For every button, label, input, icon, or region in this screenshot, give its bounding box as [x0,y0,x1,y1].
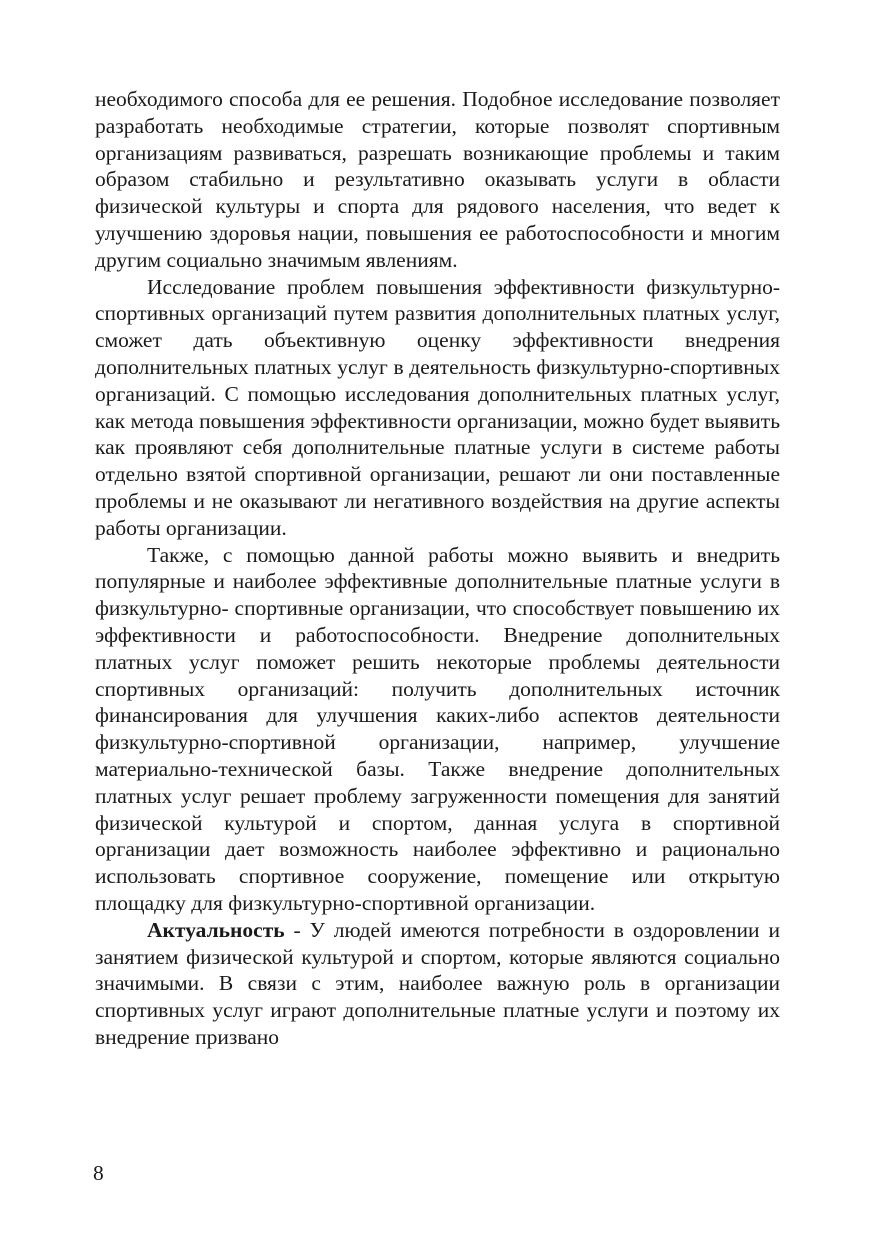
term-actuality: Актуальность [147,917,285,942]
body-text [95,86,780,1051]
page-number: 8 [93,1161,104,1185]
paragraph-2: Исследование проблем повышения эффективности физкультурно-спортивных организаций путем развития дополнительных платных услуг, сможет дать объективную оценку эффективности внедрения дополнительных платных услуг в деятельность физкультурно-спортивных организаций. С помощью исследования дополнительных платных услуг, как метода повышения эффективности организации, можно будет выявить как проявляют себя дополнительные платные услуги в системе работы отдельно взятой спортивной организации, решают ли они поставленные проблемы и не оказывают ли негативного воздействия на другие аспекты работы организации. [95,274,780,540]
paragraph-1: необходимого способа для ее решения. Подобное исследование позволяет разработать необходимые стратегии, которые позволят спортивным организациям развиваться, разрешать возникающие проблемы и таким образом стабильно и результативно оказывать услуги в области физической культуры и спорта для рядового населения, что ведет к улучшению здоровья нации, повышения ее работоспособности и многим другим социально значимым явлениям. [95,87,780,272]
paragraph-4 [95,917,780,1051]
paragraph-3: Также, с помощью данной работы можно выявить и внедрить популярные и наиболее эффективные дополнительные платные услуги в физкультурно- спортивные организации, что способствует повышению их эффективности и работоспособности. Внедрение дополнительных платных услуг поможет решить некоторые проблемы деятельности спортивных организаций: получить дополнительных источник финансирования для улучшения каких-либо аспектов деятельности физкультурно-спортивной организации, например, улучшение материально-технической базы. Также внедрение дополнительных платных услуг решает проблему загруженности помещения для занятий физической культурой и спортом, данная услуга в спортивной организации дает возможность наиболее эффективно и рационально использовать спортивное сооружение, помещение или открытую площадку для физкультурно-спортивной организации. [95,542,780,915]
paragraph-4-text: - У людей имеются потребности в оздоровлении и занятием физической культурой и спортом, которые являются социально значимыми. В связи с этим, наиболее важную роль в организации спортивных услуг играют дополнительные платные услуги и поэтому их внедрение призвано [95,917,780,1049]
